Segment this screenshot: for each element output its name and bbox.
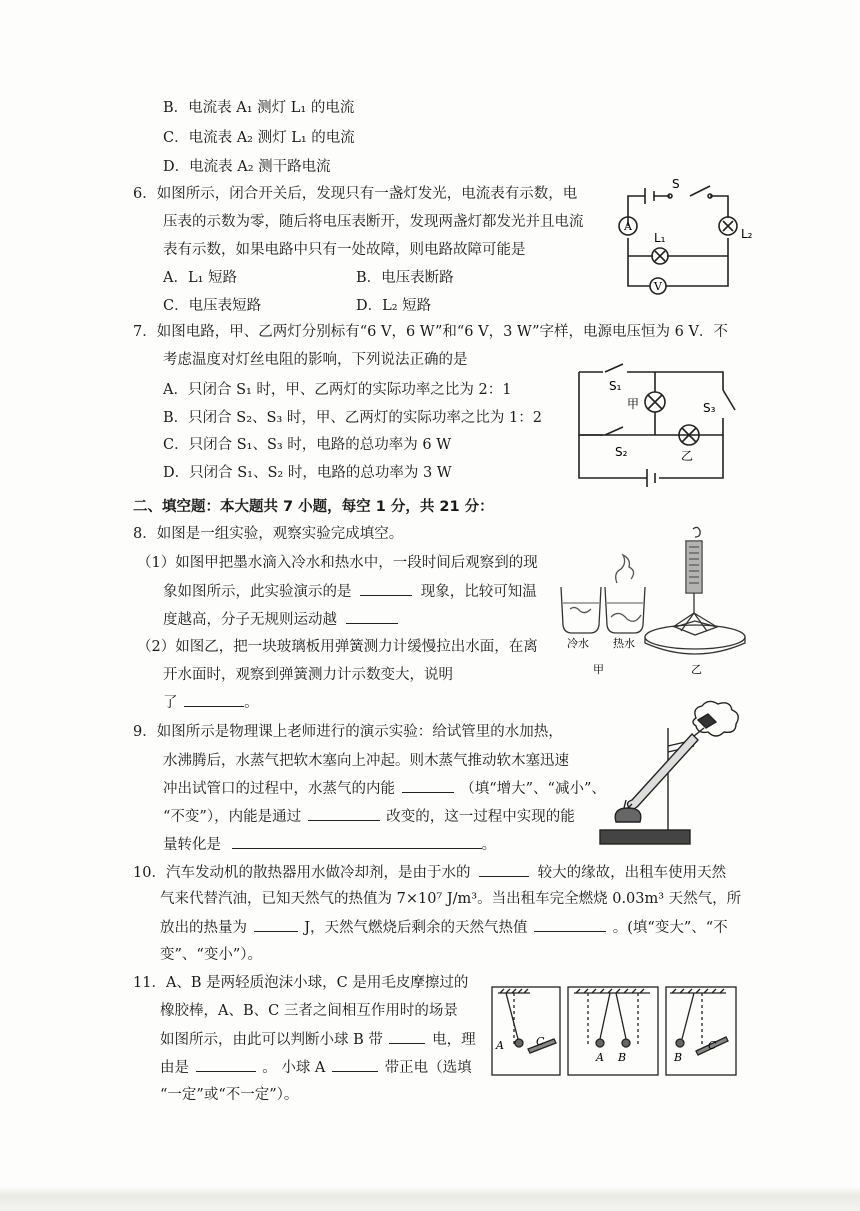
q11-blank-certainty[interactable] [332, 1057, 378, 1072]
q9-line4-post: 改变的，这一过程中实现的能 [386, 809, 575, 825]
q6-circuit-diagram [610, 177, 753, 298]
q10-stem-line4: 变”、“变小”）。 [160, 947, 262, 963]
q6-option-d: D．L₂ 短路 [356, 298, 432, 314]
q7-option-d: D．只闭合 S₁、S₂ 时，电路的总功率为 3 W [163, 465, 452, 481]
q6-lamp2-label: L₂ [741, 227, 753, 241]
q5-option-d: D．电流表 A₂ 测干路电流 [163, 159, 331, 175]
q11-line4-pre: 由是 [160, 1060, 189, 1076]
q6-stem-line3: 表有示数，如果电路中只有一处故障，则电路故障可能是 [163, 242, 526, 258]
q8-part2-line1: （2）如图乙，把一块玻璃板用弹簧测力计缓慢拉出水面，在离 [137, 639, 538, 655]
q10-line1-pre: 10．汽车发动机的散热器用水做冷却剂，是由于水的 [133, 865, 471, 881]
q10-line3-mid: J，天然气燃烧后剩余的天然气热值 [304, 920, 528, 936]
q6-option-c: C．电压表短路 [163, 298, 262, 314]
q8-part1-line2 [163, 581, 537, 602]
page-bottom-edge [0, 1186, 860, 1211]
q6-lamp1-label: L₁ [654, 231, 666, 245]
q7-switch3-label: S₃ [703, 401, 716, 415]
q5-option-c: C．电流表 A₂ 测灯 L₁ 的电流 [163, 130, 355, 146]
q11-fig2-ball-b: B [618, 1051, 627, 1064]
q6-option-b: B．电压表断路 [356, 270, 454, 286]
q10-line1-post: 较大的缘故，出租车使用天然 [537, 865, 727, 881]
q9-stem-line2: 水沸腾后，水蒸气把软木塞向上冲起。则木蒸气推动软木塞迅速 [163, 753, 569, 769]
q8-part1-text-pre: 象如图所示，此实验演示的是 [163, 584, 352, 600]
q10-blank-heat-value[interactable] [534, 917, 606, 932]
q7-stem-line1: 7．如图电路，甲、乙两灯分别标有“6 V，6 W”和“6 V，3 W”字样，电源电压恒为 6 V．不 [133, 324, 728, 340]
q6-stem-line2: 压表的示数为零，随后将电压表断开，发现两盏灯都发光并且电流 [163, 214, 584, 230]
q10-stem-line2: 气来代替汽油，已知天然气的热值为 7×10⁷ J/m³。当出租车完全燃烧 0.03m³ 天然气，所 [160, 891, 742, 907]
q11-ball-interaction-figure [490, 985, 740, 1077]
q10-blank-property[interactable] [479, 862, 529, 877]
q8-experiment-figure [555, 525, 745, 677]
q9-blank-internal-energy[interactable] [402, 778, 454, 793]
q6-voltmeter-label: V [654, 280, 662, 293]
q8-hot-water-label: 热水 [613, 637, 635, 650]
section-2-heading: 二、填空题：本大题共 7 小题，每空 1 分，共 21 分： [133, 499, 494, 515]
q11-blank-charge[interactable] [389, 1029, 425, 1044]
q10-blank-heat[interactable] [254, 917, 298, 932]
q8-fig-yi-label: 乙 [691, 663, 702, 676]
q8-part2-line3-text: 了 [163, 695, 178, 711]
q11-line4-mid: 。 小球 A [262, 1060, 326, 1076]
q8-part1-line3-text: 度越高，分子无规则运动越 [163, 612, 337, 628]
q9-line4-pre: “不变”），内能是通过 [163, 809, 302, 825]
q11-line3-post: 电，理 [432, 1032, 476, 1048]
q6-switch-label: S [672, 177, 680, 191]
q5-option-b: B．电流表 A₁ 测灯 L₁ 的电流 [163, 100, 355, 116]
q11-fig1-ball-a: A [496, 1039, 504, 1052]
q9-apparatus-figure [598, 700, 748, 850]
q11-stem-line1: 11．A、B 是两轻质泡沫小球，C 是用毛皮摩擦过的 [133, 975, 469, 991]
q11-fig1-rod-c: C [536, 1035, 545, 1048]
q11-line4-post: 带正电（选填 [384, 1060, 472, 1076]
q11-stem-line4 [160, 1057, 472, 1078]
q7-lamp-jia-label: 甲 [627, 397, 640, 411]
q7-option-c: C．只闭合 S₁、S₃ 时，电路的总功率为 6 W [163, 437, 452, 453]
q10-line3-pre: 放出的热量为 [160, 920, 247, 936]
q9-stem-line3 [163, 778, 606, 799]
q7-switch2-label: S₂ [615, 445, 628, 459]
q8-blank-motion[interactable] [346, 609, 398, 624]
q8-blank-phenomenon[interactable] [360, 581, 412, 596]
q11-stem-line5: “一定”或“不一定”）。 [160, 1087, 299, 1103]
q10-stem-line3 [160, 917, 728, 938]
q6-option-a: A．L₁ 短路 [163, 270, 238, 286]
q8-stem: 8．如图是一组实验，观察实验完成填空。 [133, 526, 404, 542]
q8-part2-line2: 开水面时，观察到弹簧测力计示数变大，说明 [163, 667, 453, 683]
q9-line3-post: （填“增大”、“减小”、 [460, 781, 606, 797]
q8-part2-line3: 了 。 [163, 692, 259, 713]
q7-option-b: B．只闭合 S₂、S₃ 时，甲、乙两灯的实际功率之比为 1：2 [163, 410, 542, 426]
q7-switch1-label: S₁ [609, 379, 622, 393]
q9-blank-energy-conversion[interactable] [232, 834, 482, 849]
q11-stem-line3 [160, 1029, 476, 1050]
q9-line3-pre: 冲出试管口的过程中，水蒸气的内能 [163, 781, 395, 797]
q6-stem-line1: 6．如图所示，闭合开关后，发现只有一盏灯发光，电流表有示数，电 [133, 186, 578, 202]
q11-blank-reason[interactable] [196, 1057, 256, 1072]
q11-fig3-rod-c: C [708, 1039, 717, 1052]
q9-stem-line4 [163, 806, 575, 827]
q8-part1-line3 [163, 609, 398, 630]
q7-circuit-diagram [575, 360, 745, 482]
q7-stem-line2: 考虑温度对灯丝电阻的影响，下列说法正确的是 [163, 352, 468, 368]
q11-line3-pre: 如图所示，由此可以判断小球 B 带 [160, 1032, 383, 1048]
q11-fig3-ball-b: B [674, 1051, 683, 1064]
q8-part1-line1: （1）如图甲把墨水滴入冷水和热水中，一段时间后观察到的现 [137, 555, 538, 571]
q10-line3-post: 。(填“变大”、“不 [612, 920, 728, 936]
q7-option-a: A．只闭合 S₁ 时，甲、乙两灯的实际功率之比为 2：1 [163, 382, 512, 398]
q8-blank-conclusion[interactable] [184, 692, 244, 707]
q9-line5-text: 量转化是 [163, 837, 221, 853]
q10-stem-line1 [133, 862, 726, 883]
q8-part1-text-post: 现象，比较可知温 [420, 584, 537, 600]
q9-stem-line1: 9．如图所示是物理课上老师进行的演示实验：给试管里的水加热， [133, 724, 563, 740]
q6-ammeter-label: A [624, 220, 632, 233]
q11-stem-line2: 橡胶棒，A、B、C 三者之间相互作用时的场景 [160, 1003, 458, 1019]
q9-stem-line5: 量转化是 。 [163, 834, 496, 855]
q8-fig-jia-label: 甲 [593, 663, 604, 676]
q8-cold-water-label: 冷水 [567, 637, 589, 650]
q11-fig2-ball-a: A [596, 1051, 604, 1064]
q9-blank-method[interactable] [308, 806, 380, 821]
q7-lamp-yi-label: 乙 [681, 449, 694, 463]
